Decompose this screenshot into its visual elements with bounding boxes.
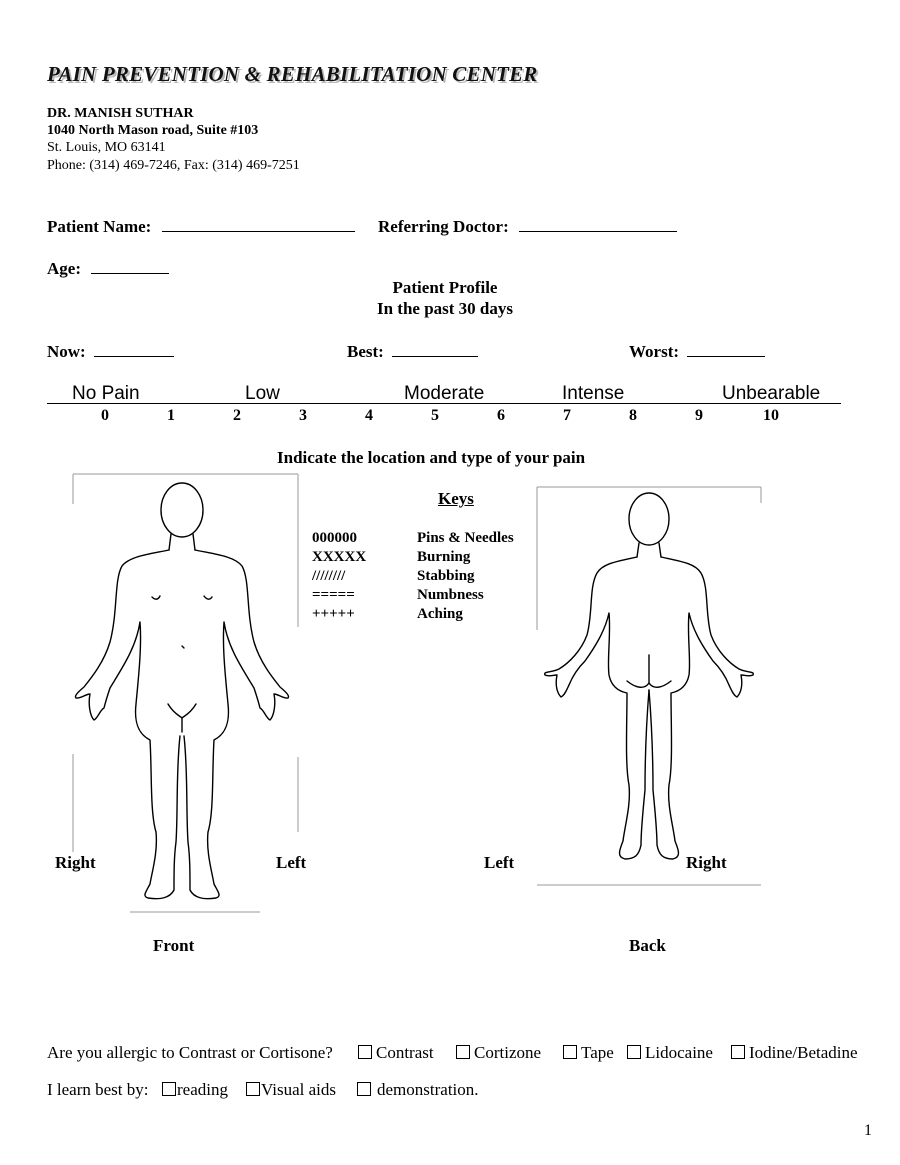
key-label: Pins & Needles [417, 530, 514, 546]
option-label: Iodine/Betadine [749, 1043, 858, 1062]
key-symbol: XXXXX [312, 549, 367, 565]
allergy-option-iodine[interactable] [731, 1043, 858, 1063]
allergy-option-lidocaine[interactable] [627, 1043, 713, 1063]
scale-number[interactable]: 0 [101, 407, 109, 424]
age-field [47, 258, 169, 279]
learning-question: I learn best by: [47, 1080, 149, 1099]
worst-field [629, 341, 765, 362]
option-label: Lidocaine [645, 1043, 713, 1062]
phone-fax: Phone: (314) 469-7246, Fax: (314) 469-7251 [47, 158, 300, 173]
key-label: Stabbing [417, 568, 475, 584]
option-label: Tape [581, 1043, 614, 1062]
scale-number[interactable]: 10 [763, 407, 779, 424]
address-line-1: 1040 North Mason road, Suite #103 [47, 123, 259, 138]
patient-name-input[interactable] [162, 216, 355, 232]
address-line-2: St. Louis, MO 63141 [47, 140, 166, 155]
scale-number[interactable]: 7 [563, 407, 571, 424]
scale-label-unbearable: Unbearable [722, 383, 821, 404]
scale-number[interactable]: 6 [497, 407, 505, 424]
now-field [47, 341, 174, 362]
scale-number[interactable]: 8 [629, 407, 637, 424]
checkbox[interactable] [162, 1082, 176, 1096]
back-right-label: Right [686, 853, 727, 872]
age-input[interactable] [91, 258, 169, 274]
worst-label: Worst: [629, 342, 680, 361]
option-label: Cortizone [474, 1043, 542, 1062]
option-label: demonstration. [377, 1080, 479, 1099]
scale-number[interactable]: 3 [299, 407, 307, 424]
patient-name-field [47, 216, 355, 237]
key-symbol: ===== [312, 587, 355, 603]
front-right-label: Right [55, 853, 96, 872]
checkbox[interactable] [456, 1045, 470, 1059]
allergy-question: Are you allergic to Contrast or Cortisone? [47, 1043, 333, 1062]
profile-subtitle: In the past 30 days [376, 299, 514, 318]
best-input[interactable] [392, 341, 478, 357]
scale-number[interactable]: 5 [431, 407, 439, 424]
scale-number[interactable]: 4 [365, 407, 373, 424]
scale-number[interactable]: 2 [233, 407, 241, 424]
referring-doctor-label: Referring Doctor: [378, 217, 509, 236]
allergy-option-cortizone[interactable] [456, 1043, 541, 1063]
checkbox[interactable] [358, 1045, 372, 1059]
front-left-label: Left [276, 853, 307, 872]
key-label: Numbness [417, 587, 484, 603]
key-symbol: 000000 [312, 530, 357, 546]
profile-title: Patient Profile [392, 278, 498, 297]
doctor-name: DR. MANISH SUTHAR [47, 106, 194, 121]
scale-label-moderate: Moderate [404, 383, 485, 404]
scale-number[interactable]: 9 [695, 407, 703, 424]
allergy-option-tape[interactable] [563, 1043, 614, 1063]
back-caption: Back [629, 936, 666, 955]
back-body-diagram[interactable] [535, 485, 765, 890]
scale-label-intense: Intense [562, 383, 625, 404]
front-caption: Front [153, 936, 195, 955]
learning-option-demonstration[interactable] [357, 1080, 479, 1100]
checkbox[interactable] [731, 1045, 745, 1059]
allergy-option-contrast[interactable] [358, 1043, 434, 1063]
now-label: Now: [47, 342, 86, 361]
checkbox[interactable] [563, 1045, 577, 1059]
best-field [347, 341, 478, 362]
back-left-label: Left [484, 853, 515, 872]
worst-input[interactable] [687, 341, 765, 357]
best-label: Best: [347, 342, 384, 361]
referring-doctor-input[interactable] [519, 216, 677, 232]
option-label: Visual aids [261, 1080, 336, 1099]
scale-label-low: Low [245, 383, 280, 404]
keys-title: Keys [438, 489, 474, 508]
checkbox[interactable] [246, 1082, 260, 1096]
key-symbol: +++++ [312, 606, 355, 622]
front-body-diagram[interactable] [70, 472, 305, 917]
page-number: 1 [864, 1122, 872, 1139]
checkbox[interactable] [357, 1082, 371, 1096]
scale-number[interactable]: 1 [167, 407, 175, 424]
now-input[interactable] [94, 341, 174, 357]
key-symbol: //////// [312, 568, 346, 584]
learning-option-reading[interactable] [162, 1080, 228, 1100]
referring-doctor-field [378, 216, 677, 237]
learning-option-visual[interactable] [246, 1080, 336, 1100]
center-title: PAIN PREVENTION & REHABILITATION CENTER [47, 62, 538, 86]
option-label: Contrast [376, 1043, 434, 1062]
key-label: Aching [417, 606, 463, 622]
patient-name-label: Patient Name: [47, 217, 152, 236]
option-label: reading [177, 1080, 228, 1099]
diagram-heading: Indicate the location and type of your pain [277, 448, 586, 467]
key-label: Burning [417, 549, 471, 565]
checkbox[interactable] [627, 1045, 641, 1059]
age-label: Age: [47, 259, 81, 278]
scale-label-no-pain: No Pain [72, 383, 140, 404]
